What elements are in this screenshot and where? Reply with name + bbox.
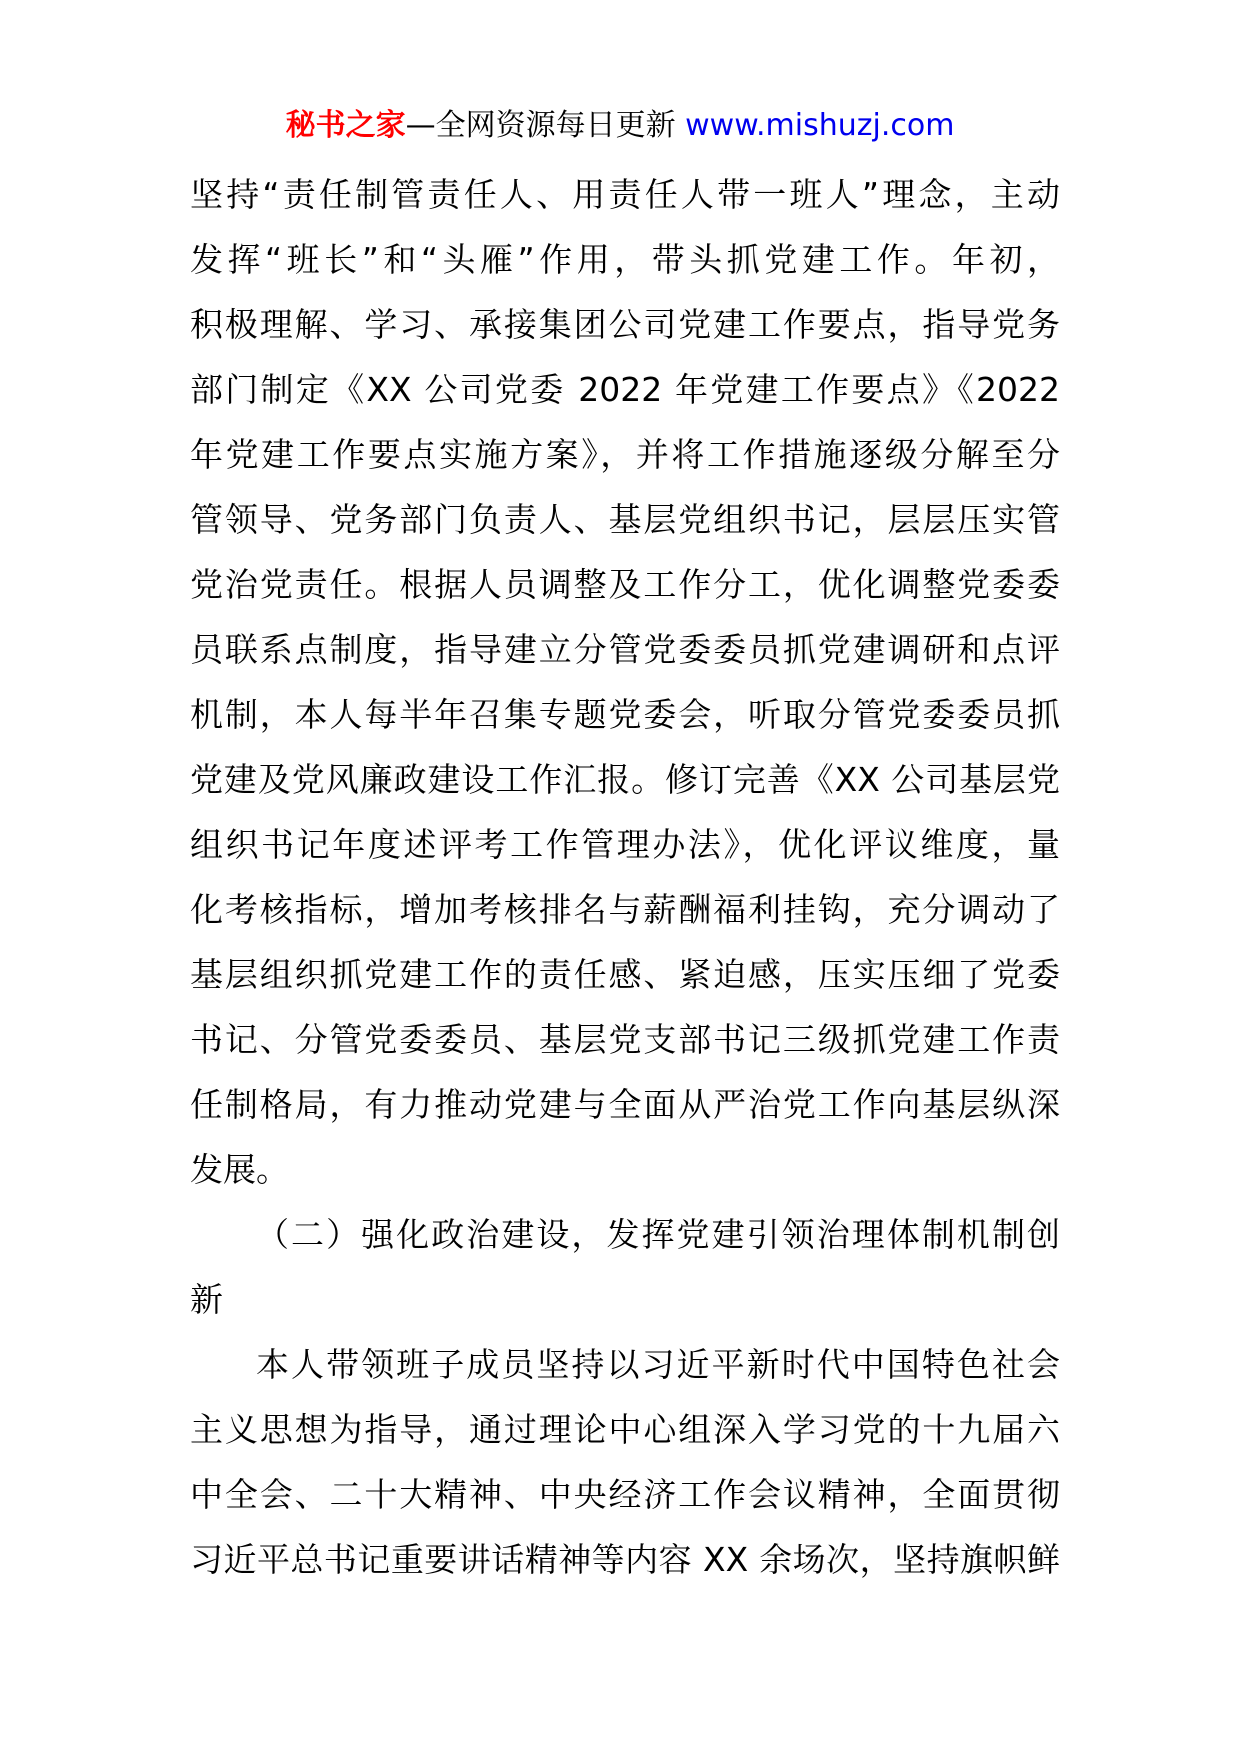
- text-line: 本人带领班子成员坚持以习近平新时代中国特色社会: [256, 1345, 1060, 1384]
- text-line: 基层组织抓党建工作的责任感、紧迫感，压实压细了党委: [190, 955, 1060, 994]
- text-line: （二）强化政治建设，发挥党建引领治理体制机制创: [256, 1215, 1060, 1254]
- text-line: 中全会、二十大精神、中央经济工作会议精神，全面贯彻: [190, 1475, 1060, 1514]
- document-body: [190, 162, 1060, 1592]
- site-brand: 秘书之家: [285, 108, 406, 143]
- site-url-link[interactable]: www.mishuzj.com: [685, 108, 955, 143]
- text-line: 发挥“班长”和“头雁”作用，带头抓党建工作。年初，: [190, 240, 1060, 279]
- text-line: 习近平总书记重要讲话精神等内容 XX 余场次，坚持旗帜鲜: [190, 1540, 1060, 1579]
- text-line: 部门制定《XX 公司党委 2022 年党建工作要点》《2022: [190, 370, 1060, 409]
- text-line: 任制格局，有力推动党建与全面从严治党工作向基层纵深: [190, 1085, 1060, 1124]
- text-line: 党建及党风廉政建设工作汇报。修订完善《XX 公司基层党: [190, 760, 1060, 799]
- text-line: 书记、分管党委委员、基层党支部书记三级抓党建工作责: [190, 1020, 1060, 1059]
- text-line: 坚持“责任制管责任人、用责任人带一班人”理念，主动: [190, 175, 1060, 214]
- text-line: 党治党责任。根据人员调整及工作分工，优化调整党委委: [190, 565, 1060, 604]
- text-line: 主义思想为指导，通过理论中心组深入学习党的十九届六: [190, 1410, 1060, 1449]
- text-line: 组织书记年度述评考工作管理办法》，优化评议维度，量: [190, 825, 1060, 864]
- text-line: 管领导、党务部门负责人、基层党组织书记，层层压实管: [190, 500, 1060, 539]
- text-line: 化考核指标，增加考核排名与薪酬福利挂钩，充分调动了: [190, 890, 1060, 929]
- text-line: 年党建工作要点实施方案》，并将工作措施逐级分解至分: [190, 435, 1060, 474]
- text-line: 员联系点制度，指导建立分管党委委员抓党建调研和点评: [190, 630, 1060, 669]
- text-line: 机制，本人每半年召集专题党委会，听取分管党委委员抓: [190, 695, 1060, 734]
- text-line: 发展。: [190, 1150, 289, 1189]
- text-line: 新: [190, 1280, 223, 1319]
- text-line: 积极理解、学习、承接集团公司党建工作要点，指导党务: [190, 305, 1060, 344]
- site-header: [0, 104, 1240, 148]
- site-tagline: —全网资源每日更新: [405, 108, 686, 143]
